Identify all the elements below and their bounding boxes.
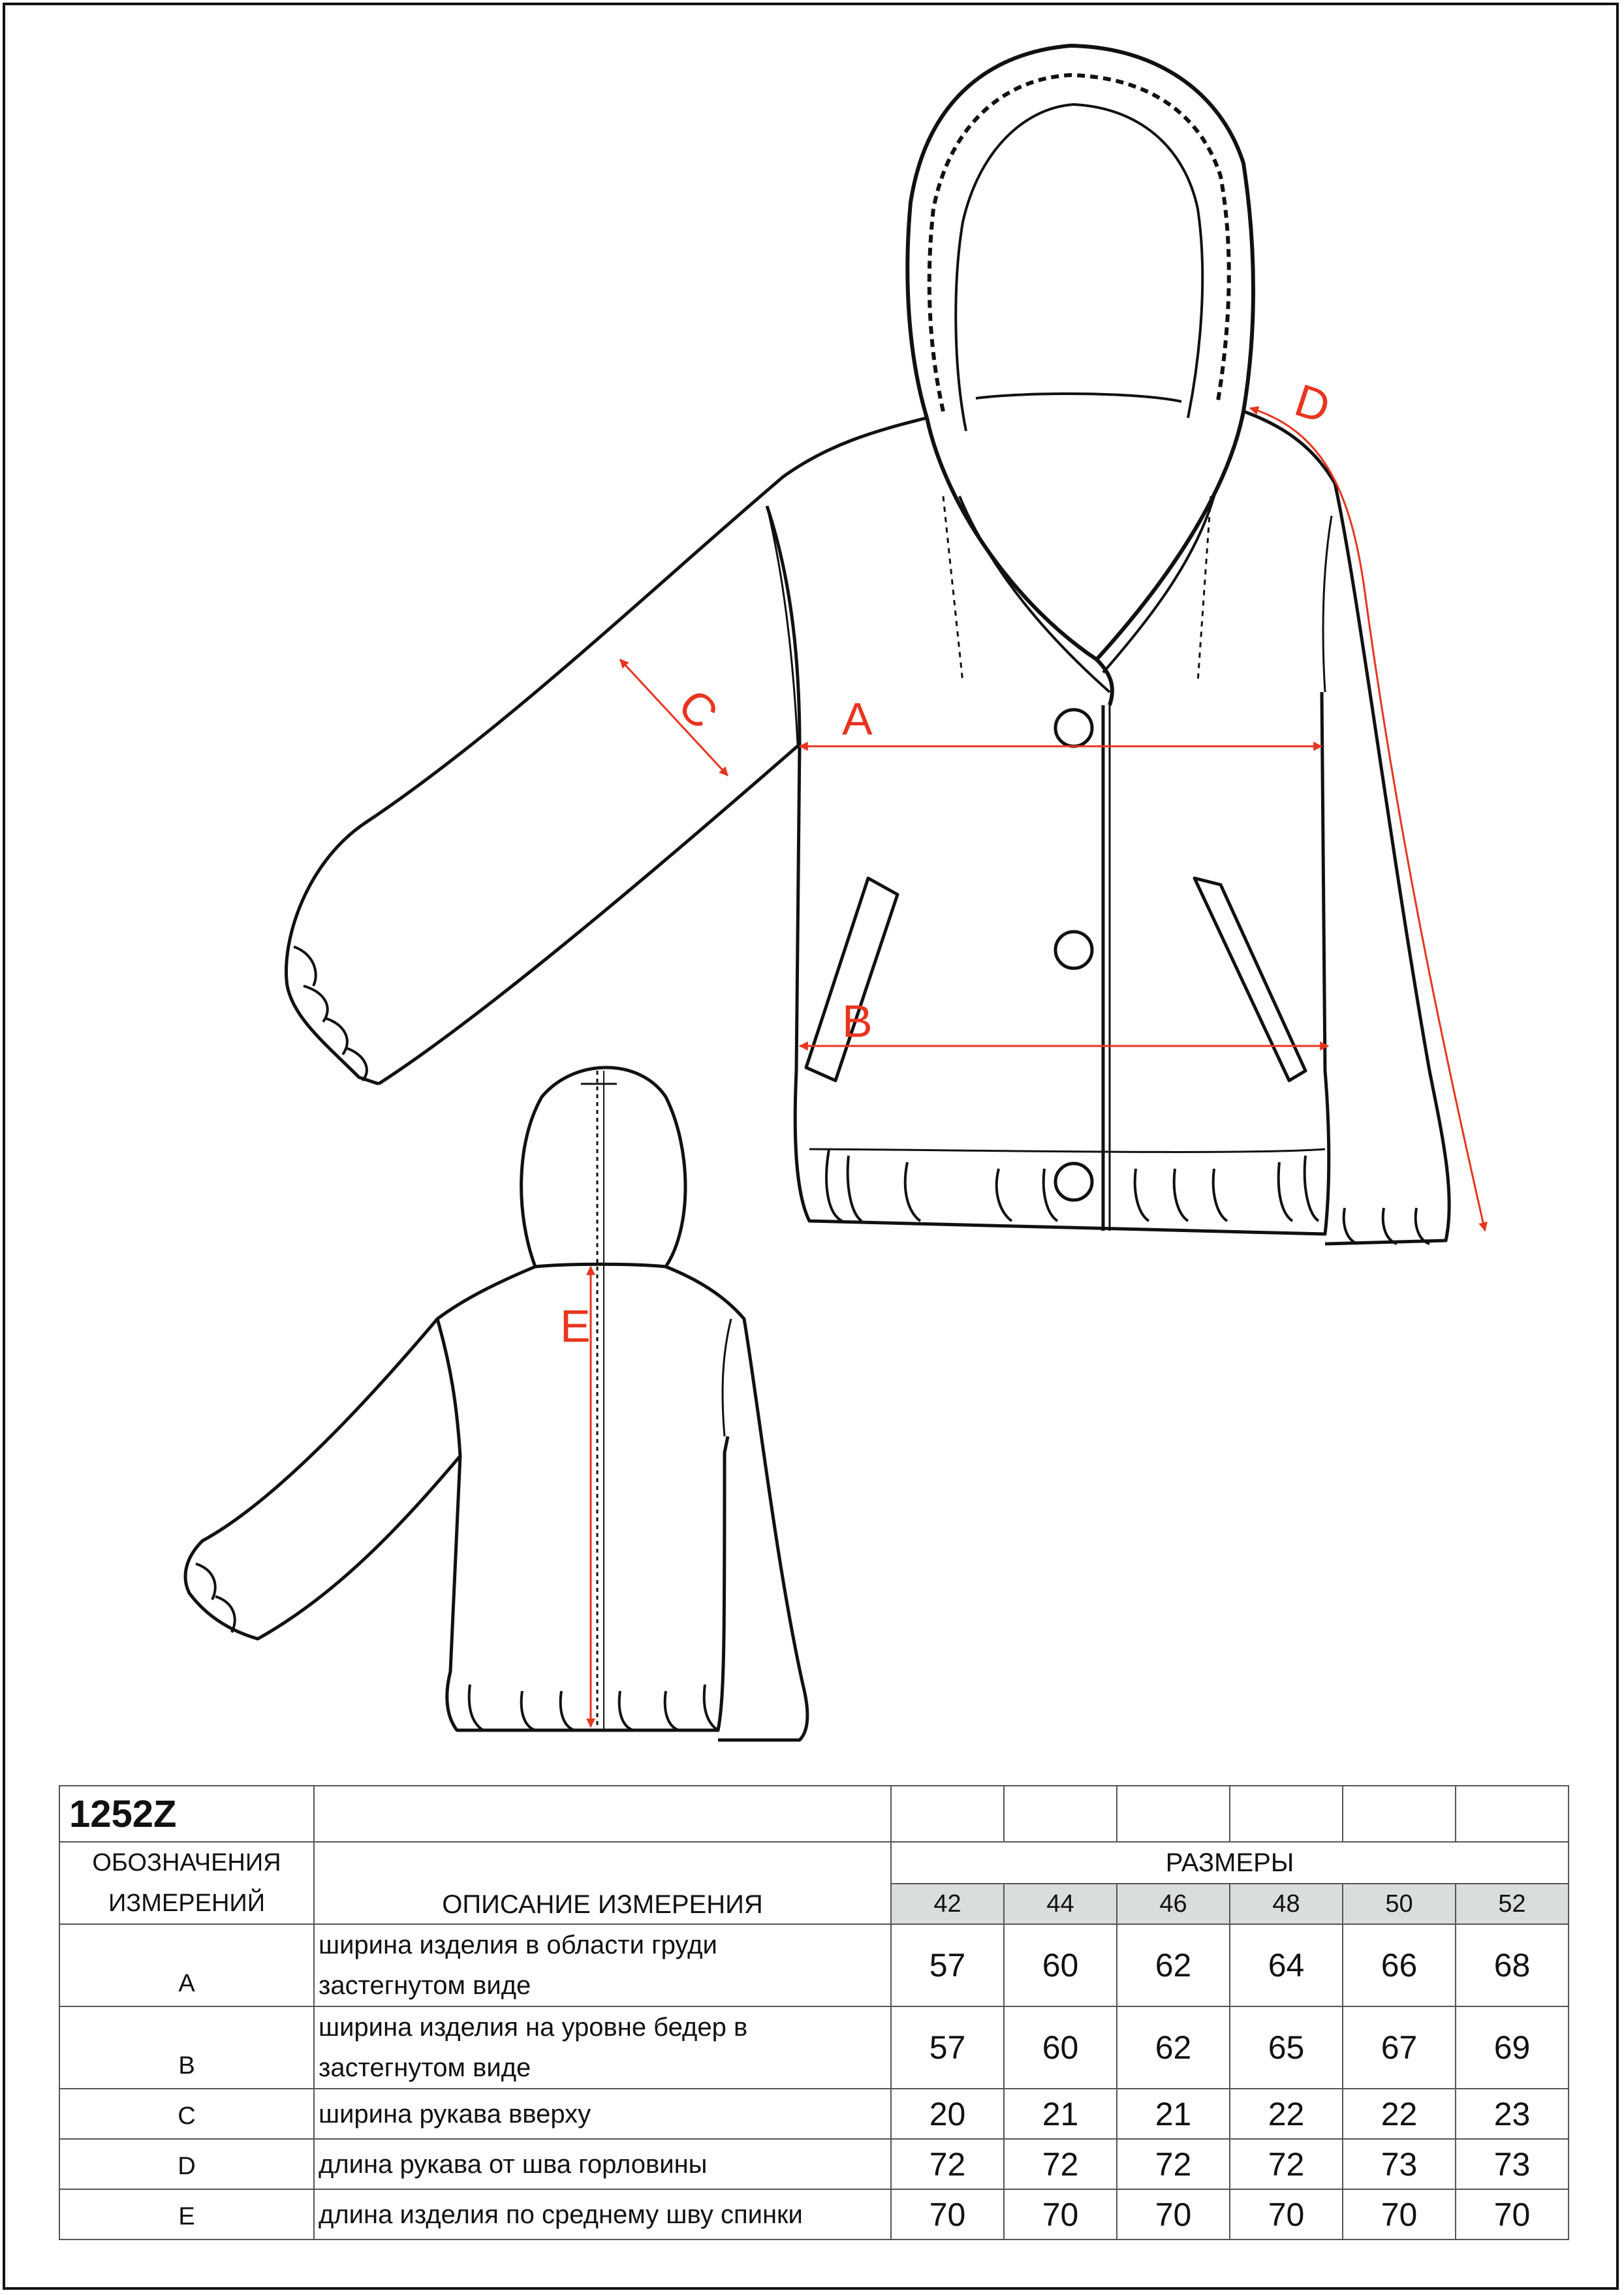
blank-cell [1004, 1786, 1117, 1842]
measure-value: 66 [1343, 1924, 1456, 2006]
table-row [59, 2139, 1569, 2189]
blank-cell [1230, 1786, 1343, 1842]
blank-cell [891, 1786, 1004, 1842]
front-measurements [620, 408, 1485, 1231]
measure-value: 70 [1004, 2189, 1117, 2240]
header-row [59, 1842, 1569, 1884]
table-row [59, 2089, 1569, 2139]
measure-mark: C [59, 2089, 314, 2139]
measure-description [314, 2189, 891, 2240]
measure-value: 68 [1456, 1924, 1569, 2006]
size-header-cell: 48 [1230, 1884, 1343, 1924]
description-line: ширина изделия на уровне бедер в [319, 2013, 748, 2042]
size-header-cell: 52 [1456, 1884, 1569, 1924]
measure-value: 70 [1230, 2189, 1343, 2240]
blank-cell [1343, 1786, 1456, 1842]
measure-mark: B [59, 2006, 314, 2089]
measure-value: 67 [1343, 2006, 1456, 2089]
measure-description [314, 1924, 891, 2006]
description-line: ширина рукава вверху [319, 2099, 591, 2129]
measure-d-arrow [1250, 408, 1485, 1231]
label-c: C [668, 679, 728, 739]
description-line: длина изделия по среднему шву спинки [319, 2200, 803, 2229]
marks-header-line1: ОБОЗНАЧЕНИЯ [92, 1849, 281, 1876]
measure-value: 20 [891, 2089, 1004, 2139]
measure-value: 73 [1456, 2139, 1569, 2189]
title-row [59, 1786, 1569, 1842]
measure-value: 57 [891, 2006, 1004, 2089]
measure-value: 23 [1456, 2089, 1569, 2139]
sizes-header: РАЗМЕРЫ [891, 1842, 1569, 1884]
measure-mark: D [59, 2139, 314, 2189]
article-code: 1252Z [59, 1786, 314, 1842]
description-column-header: ОПИСАНИЕ ИЗМЕРЕНИЯ [314, 1842, 891, 1924]
size-header-cell: 50 [1343, 1884, 1456, 1924]
measure-value: 70 [1343, 2189, 1456, 2240]
measure-value: 70 [891, 2189, 1004, 2240]
table-row [59, 2189, 1569, 2240]
label-e: E [560, 1301, 591, 1352]
measure-value: 73 [1343, 2139, 1456, 2189]
measure-value: 62 [1117, 2006, 1230, 2089]
size-header-cell: 44 [1004, 1884, 1117, 1924]
label-a: A [842, 693, 873, 744]
blank-cell [1117, 1786, 1230, 1842]
measure-value: 65 [1230, 2006, 1343, 2089]
measure-mark: E [59, 2189, 314, 2240]
size-header-cell: 46 [1117, 1884, 1230, 1924]
measure-value: 62 [1117, 1924, 1230, 2006]
measure-mark: A [59, 1924, 314, 2006]
table-row [59, 2006, 1569, 2089]
measure-value: 22 [1343, 2089, 1456, 2139]
table-row [59, 1924, 1569, 2006]
description-line: длина рукава от шва горловины [319, 2149, 708, 2179]
measure-value: 72 [1230, 2139, 1343, 2189]
measure-value: 72 [891, 2139, 1004, 2189]
size-header-cell: 42 [891, 1884, 1004, 1924]
measure-value: 22 [1230, 2089, 1343, 2139]
measure-value: 70 [1456, 2189, 1569, 2240]
marks-header-line2: ИЗМЕРЕНИЙ [108, 1890, 266, 1917]
measure-value: 69 [1456, 2006, 1569, 2089]
measure-value: 60 [1004, 1924, 1117, 2006]
label-b: B [842, 996, 873, 1047]
measure-value: 21 [1117, 2089, 1230, 2139]
measure-description [314, 2139, 891, 2189]
measure-value: 57 [891, 1924, 1004, 2006]
jacket-front-view [287, 46, 1450, 1244]
marks-column-header [59, 1842, 314, 1924]
measure-value: 21 [1004, 2089, 1117, 2139]
description-line: застегнутом виде [319, 2053, 531, 2082]
description-line: застегнутом виде [319, 1971, 531, 2000]
measure-description [314, 2006, 891, 2089]
description-line: ширина изделия в области груди [319, 1931, 717, 1959]
measure-value: 72 [1117, 2139, 1230, 2189]
measure-value: 60 [1004, 2006, 1117, 2089]
blank-cell [314, 1786, 891, 1842]
measure-description [314, 2089, 891, 2139]
measure-value: 72 [1004, 2139, 1117, 2189]
blank-cell [1456, 1786, 1569, 1842]
measurement-table [59, 1785, 1569, 2240]
label-d: D [1288, 374, 1336, 434]
measure-value: 64 [1230, 1924, 1343, 2006]
measure-value: 70 [1117, 2189, 1230, 2240]
jacket-back-view [185, 1068, 807, 1740]
